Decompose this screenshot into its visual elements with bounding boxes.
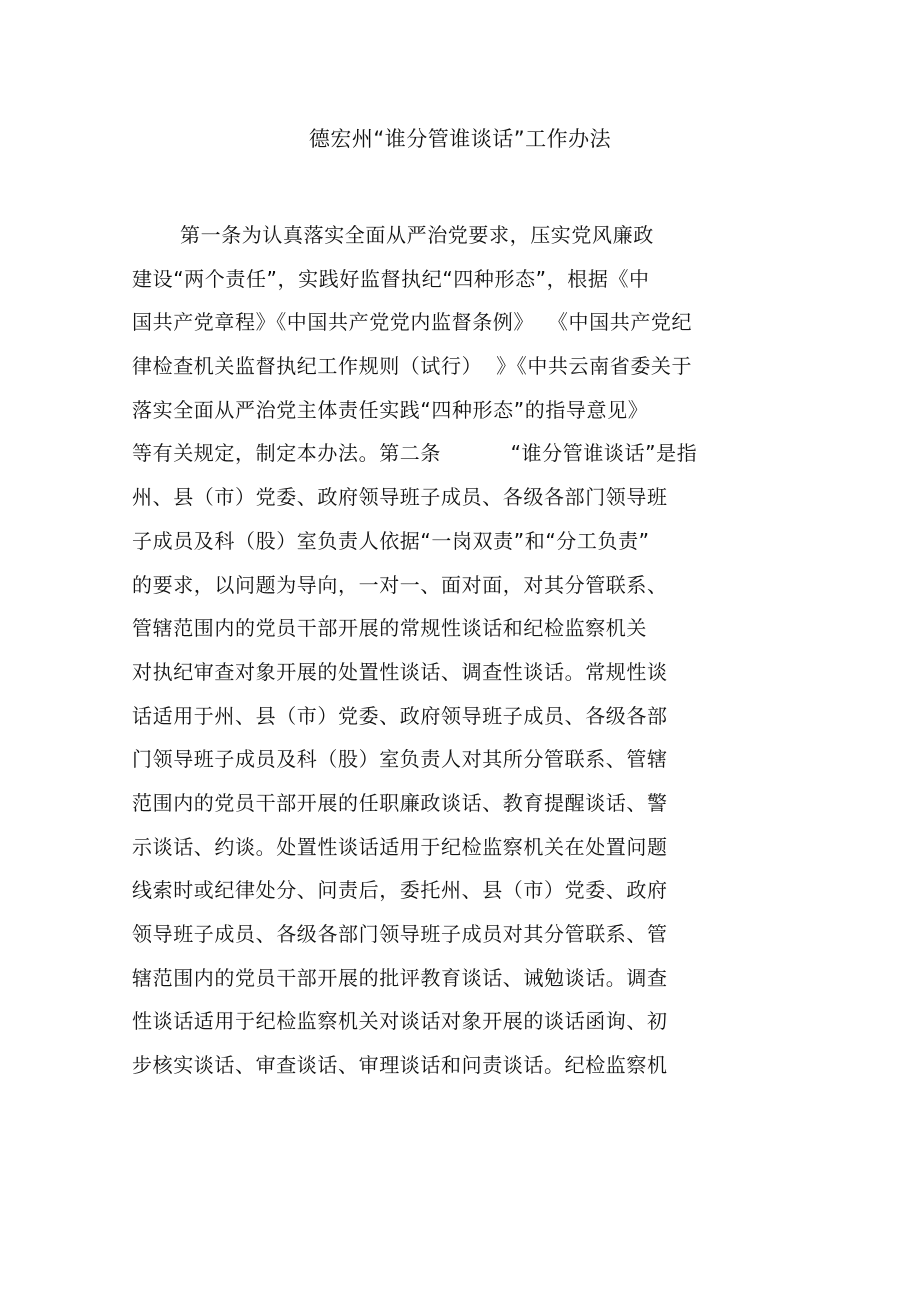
paragraph-line: 辖范围内的党员干部开展的批评教育谈话、诫勉谈话。调查 [132, 965, 668, 990]
paragraph-line: 建设“两个责任”，实践好监督执纪“四种形态”，根据《中 [132, 266, 650, 291]
paragraph-line: 步核实谈话、审查谈话、审理谈话和问责谈话。纪检监察机 [132, 1053, 668, 1078]
paragraph-line: 律检查机关监督执纪工作规则（试行） 》《中共云南省委关于 [132, 354, 693, 379]
paragraph-line: 性谈话适用于纪检监察机关对谈话对象开展的谈话函询、初 [132, 1009, 668, 1034]
paragraph-line: 落实全面从严治党主体责任实践“四种形态”的指导意见》 [132, 397, 649, 422]
paragraph-line: 领导班子成员、各级各部门领导班子成员对其分管联系、管 [132, 922, 668, 946]
paragraph-line: 国共产党章程》《中国共产党党内监督条例》 《中国共产党纪 [132, 310, 693, 335]
paragraph-line: 子成员及科（股）室负责人依据“一岗双责”和“分工负责” [132, 528, 650, 553]
document-body [132, 220, 772, 1094]
paragraph-line: 话适用于州、县（市）党委、政府领导班子成员、各级各部 [132, 703, 668, 728]
paragraph-line: 管辖范围内的党员干部开展的常规性谈话和纪检监察机关 [132, 616, 647, 641]
paragraph-line: 示谈话、约谈。处置性谈话适用于纪检监察机关在处置问题 [132, 834, 668, 859]
paragraph-line: 第一条为认真落实全面从严治党要求，压实党风廉政 [180, 223, 654, 247]
paragraph-line: 线索时或纪律处分、问责后，委托州、县（市）党委、政府 [132, 878, 668, 903]
paragraph-line: 州、县（市）党委、政府领导班子成员、各级各部门领导班 [132, 485, 668, 510]
paragraph-line: 等有关规定，制定本办法。第二条 “谁分管谁谈话”是指 [132, 441, 698, 466]
paragraph-line: 的要求，以问题为导向，一对一、面对面，对其分管联系、 [132, 572, 668, 597]
paragraph-line: 范围内的党员干部开展的任职廉政谈话、教育提醒谈话、警 [132, 790, 668, 815]
paragraph-line: 对执纪审查对象开展的处置性谈话、调查性谈话。常规性谈 [132, 659, 668, 684]
document-title: 德宏州“谁分管谁谈话”工作办法 [308, 127, 612, 151]
paragraph-line: 门领导班子成员及科（股）室负责人对其所分管联系、管辖 [132, 747, 668, 772]
